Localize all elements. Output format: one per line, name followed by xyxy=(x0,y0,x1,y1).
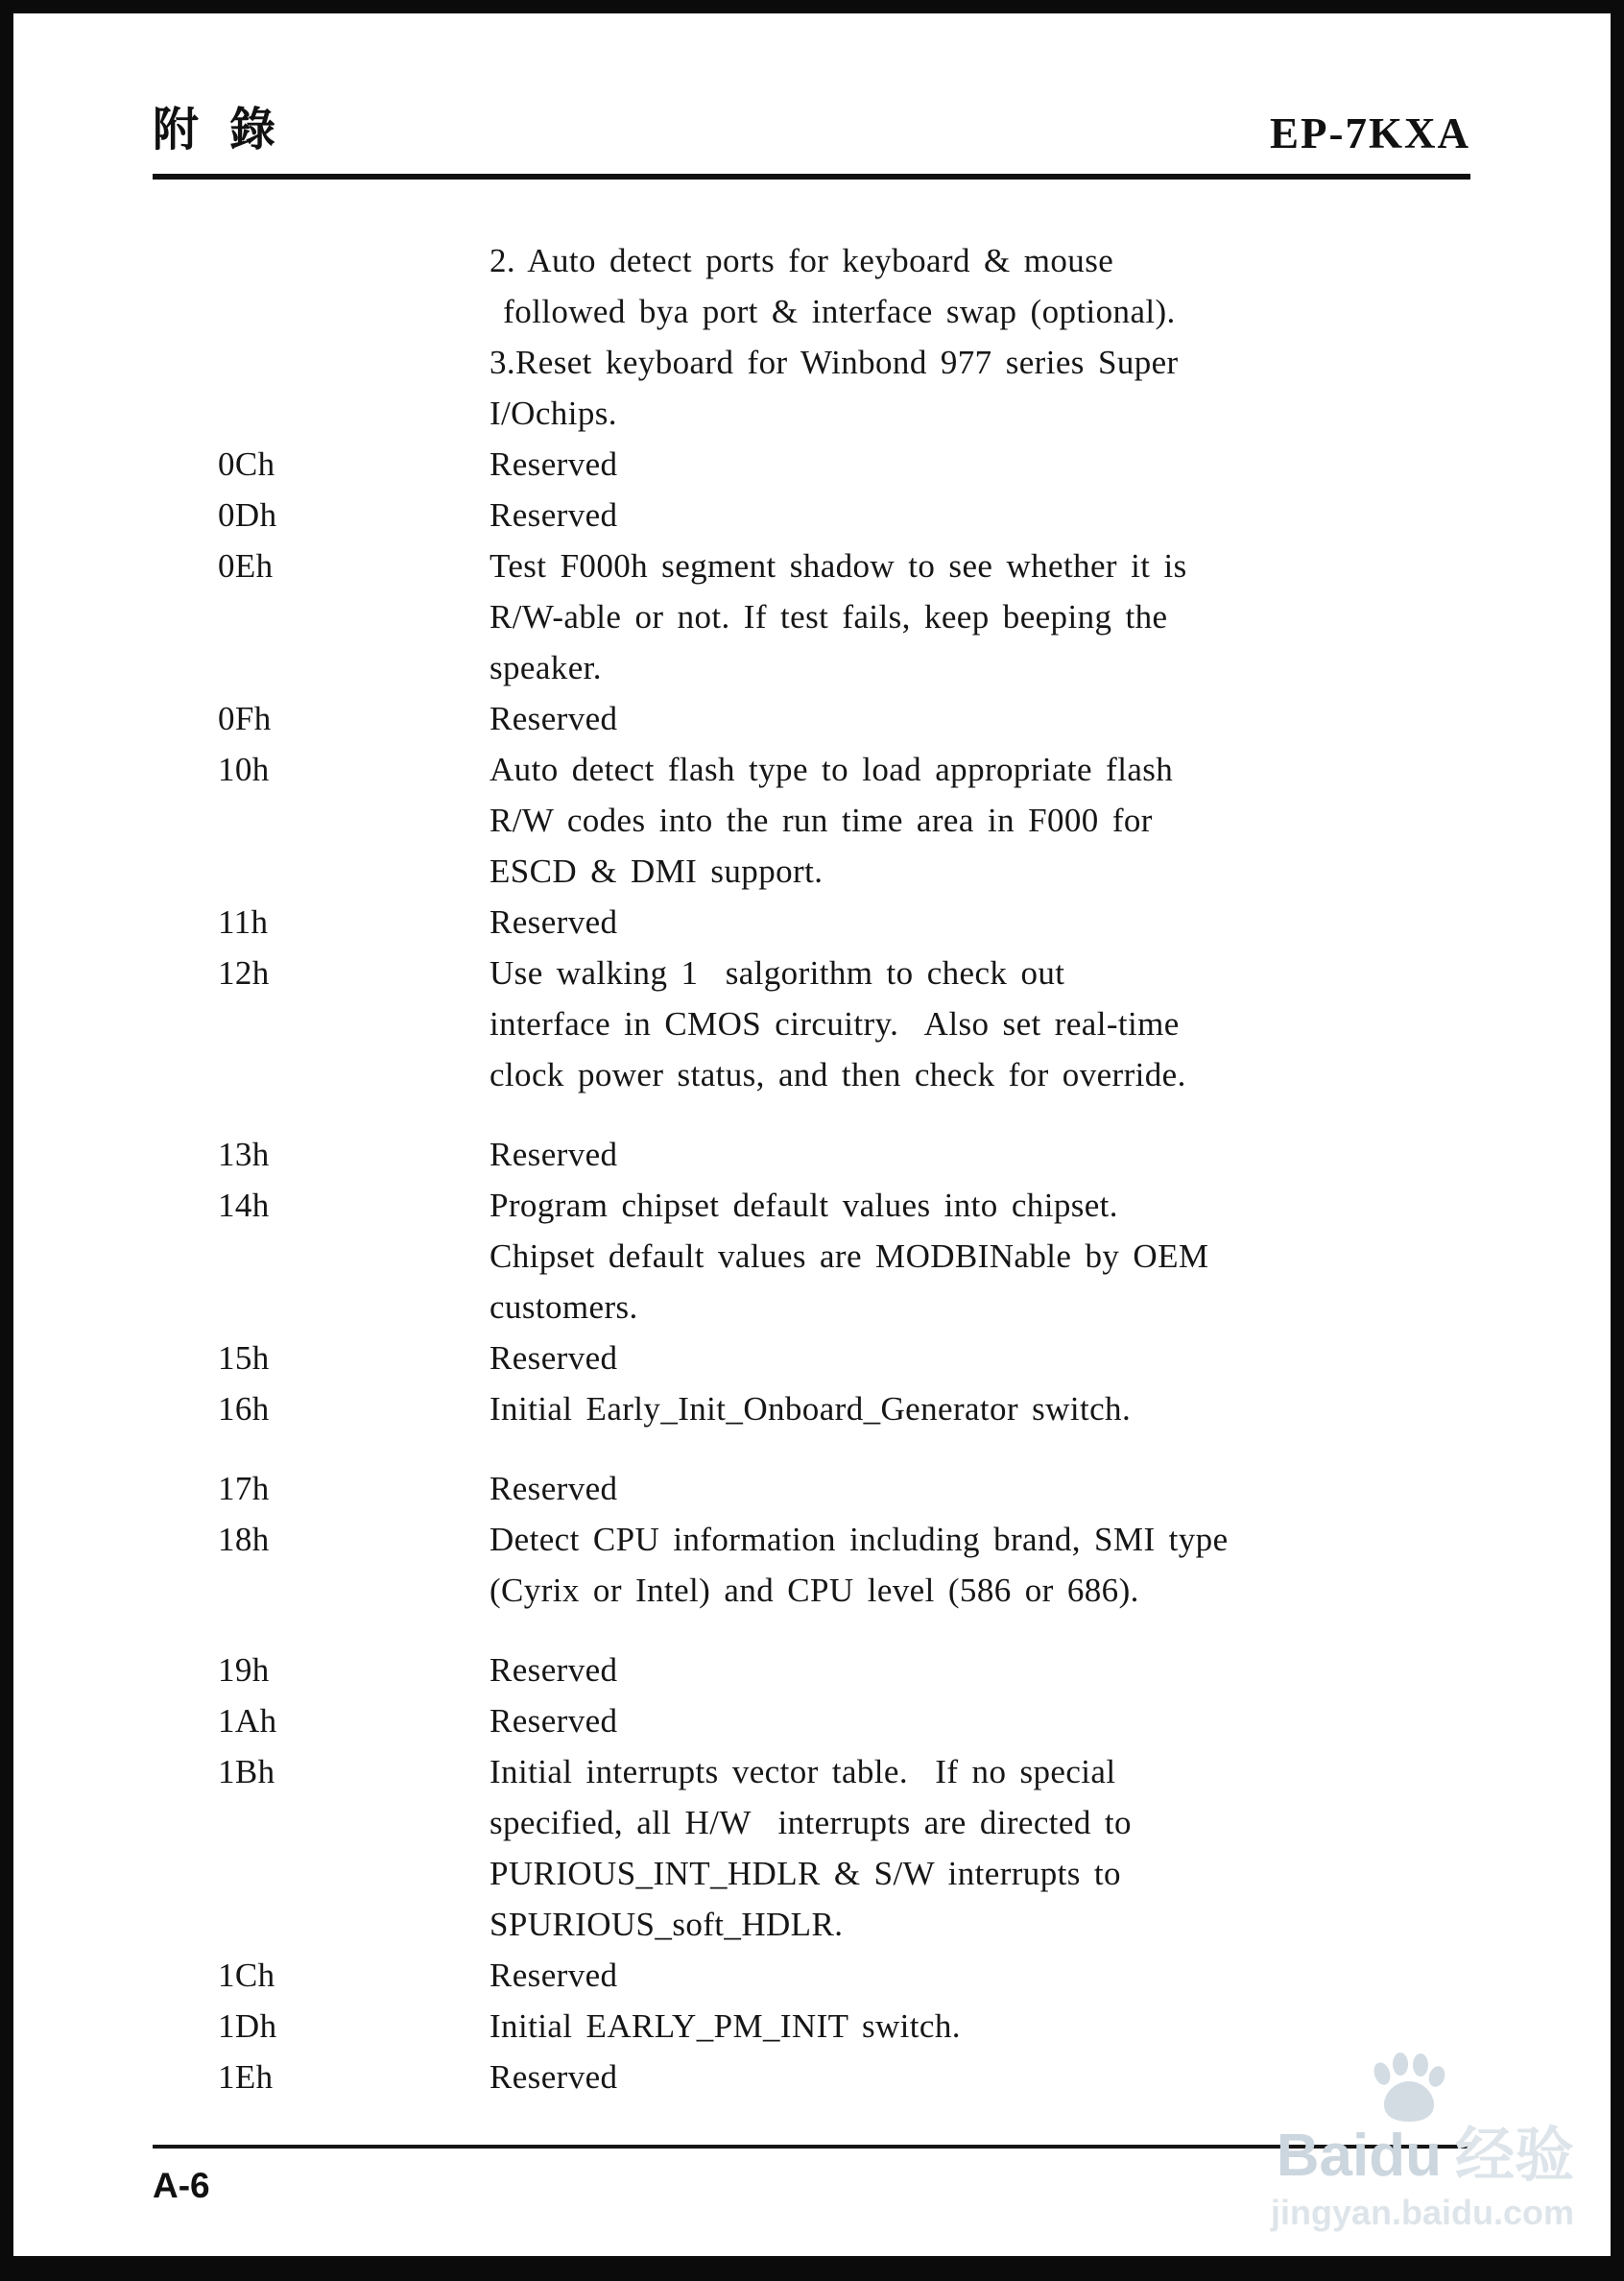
table-row xyxy=(218,1695,1495,1746)
post-description-cell xyxy=(490,235,1495,439)
description-line: Reserved xyxy=(490,1702,618,1740)
post-code-cell: 0Fh xyxy=(218,700,272,737)
description-line: Program chipset default values into chipset. xyxy=(490,1187,1118,1224)
row-spacer xyxy=(218,1434,1495,1463)
description-line: I/Ochips. xyxy=(490,395,617,432)
post-code-cell: 10h xyxy=(218,751,270,788)
description-line: interface in CMOS circuitry. Also set real-time xyxy=(490,1005,1180,1043)
post-description-cell xyxy=(490,1333,1495,1383)
table-row xyxy=(218,744,1495,897)
description-line: 3.Reset keyboard for Winbond 977 series Super xyxy=(490,344,1179,381)
table-row xyxy=(218,540,1495,693)
description-line: R/W-able or not. If test fails, keep beeping the xyxy=(490,598,1168,636)
post-description-cell xyxy=(490,1645,1495,1695)
post-description-cell xyxy=(490,540,1495,693)
post-description-cell xyxy=(490,2052,1495,2102)
description-line: ESCD & DMI support. xyxy=(490,852,824,890)
description-line: Detect CPU information including brand, SMI type xyxy=(490,1521,1229,1558)
description-line: Chipset default values are MODBINable by OEM xyxy=(490,1237,1209,1275)
table-row xyxy=(218,693,1495,744)
post-code-cell: 15h xyxy=(218,1339,270,1377)
post-description-cell xyxy=(490,897,1495,948)
post-description-cell xyxy=(490,1463,1495,1514)
post-code-cell: 13h xyxy=(218,1136,270,1173)
post-description-cell xyxy=(490,1746,1495,1950)
header-model-title: EP-7KXA xyxy=(1270,109,1470,157)
post-description-cell xyxy=(490,1383,1495,1434)
description-line: Reserved xyxy=(490,2058,618,2096)
description-line: 2. Auto detect ports for keyboard & mouse xyxy=(490,242,1114,279)
post-code-cell: 16h xyxy=(218,1390,270,1428)
post-code-cell: 0Eh xyxy=(218,547,274,585)
post-description-cell xyxy=(490,1950,1495,2001)
description-line: PURIOUS_INT_HDLR & S/W interrupts to xyxy=(490,1855,1121,1892)
table-row xyxy=(218,490,1495,540)
page-header xyxy=(153,13,1470,180)
header-section-title: 附 錄 xyxy=(153,105,286,156)
description-line: Reserved xyxy=(490,903,618,941)
table-row xyxy=(218,1333,1495,1383)
table-row xyxy=(218,1645,1495,1695)
description-line: Initial EARLY_PM_INIT switch. xyxy=(490,2007,961,2045)
description-line: Reserved xyxy=(490,1957,618,1994)
post-code-cell: 0Dh xyxy=(218,496,277,534)
description-line: Use walking 1 salgorithm to check out xyxy=(490,954,1065,992)
post-code-cell: 12h xyxy=(218,954,270,992)
post-description-cell xyxy=(490,2001,1495,2052)
post-description-cell xyxy=(490,744,1495,897)
post-code-cell: 14h xyxy=(218,1187,270,1224)
post-code-cell: 17h xyxy=(218,1470,270,1507)
post-description-cell xyxy=(490,439,1495,490)
table-row xyxy=(218,1950,1495,2001)
description-line: clock power status, and then check for override. xyxy=(490,1056,1186,1093)
description-line: Initial interrupts vector table. If no special xyxy=(490,1753,1116,1790)
post-code-cell: 19h xyxy=(218,1651,270,1689)
post-description-cell xyxy=(490,1695,1495,1746)
post-code-cell: 1Dh xyxy=(218,2007,277,2045)
description-line: Reserved xyxy=(490,496,618,534)
description-line: Reserved xyxy=(490,1651,618,1689)
post-description-cell xyxy=(490,490,1495,540)
table-row xyxy=(218,1383,1495,1434)
page-footer xyxy=(153,2145,1470,2206)
description-line: Reserved xyxy=(490,445,618,483)
post-description-cell xyxy=(490,1129,1495,1180)
watermark-brand-latin: Baidu xyxy=(1276,2123,1442,2189)
table-row xyxy=(218,948,1495,1100)
post-description-cell xyxy=(490,1514,1495,1616)
description-line: Reserved xyxy=(490,1470,618,1507)
table-row xyxy=(218,2001,1495,2052)
table-row xyxy=(218,1514,1495,1616)
description-line: speaker. xyxy=(490,649,602,686)
description-line: Reserved xyxy=(490,700,618,737)
description-line: Test F000h segment shadow to see whether it is xyxy=(490,547,1187,585)
post-code-cell: 1Ch xyxy=(218,1957,275,1994)
table-row xyxy=(218,1180,1495,1333)
row-spacer xyxy=(218,1616,1495,1645)
description-line: SPURIOUS_soft_HDLR. xyxy=(490,1906,844,1943)
post-code-cell: 1Bh xyxy=(218,1753,275,1790)
description-line: R/W codes into the run time area in F000 for xyxy=(490,802,1153,839)
post-code-table xyxy=(13,235,1611,2102)
description-line: Reserved xyxy=(490,1136,618,1173)
row-spacer xyxy=(218,1100,1495,1129)
table-row xyxy=(218,1129,1495,1180)
post-code-cell: 11h xyxy=(218,903,269,941)
table-row xyxy=(218,235,1495,439)
post-code-cell: 18h xyxy=(218,1521,270,1558)
post-code-cell: 0Ch xyxy=(218,445,275,483)
description-line: Initial Early_Init_Onboard_Generator switch. xyxy=(490,1390,1132,1428)
table-row xyxy=(218,439,1495,490)
document-page xyxy=(13,13,1611,2256)
watermark-brand-cn: 经验 xyxy=(1454,2123,1574,2189)
description-line: Reserved xyxy=(490,1339,618,1377)
post-description-cell xyxy=(490,948,1495,1100)
post-code-cell: 1Ah xyxy=(218,1702,277,1740)
post-description-cell xyxy=(490,693,1495,744)
table-row xyxy=(218,2052,1495,2102)
post-code-cell: 1Eh xyxy=(218,2058,274,2096)
description-line: customers. xyxy=(490,1288,638,1326)
table-row xyxy=(218,897,1495,948)
description-line: followed bya port & interface swap (optional). xyxy=(490,293,1176,330)
description-line: Auto detect flash type to load appropriate flash xyxy=(490,751,1174,788)
page-number: A-6 xyxy=(153,2166,210,2205)
description-line: (Cyrix or Intel) and CPU level (586 or 686). xyxy=(490,1572,1139,1609)
table-row xyxy=(218,1463,1495,1514)
post-description-cell xyxy=(490,1180,1495,1333)
table-row xyxy=(218,1746,1495,1950)
watermark-url: jingyan.baidu.com xyxy=(1270,2193,1574,2232)
description-line: specified, all H/W interrupts are directed to xyxy=(490,1804,1132,1841)
